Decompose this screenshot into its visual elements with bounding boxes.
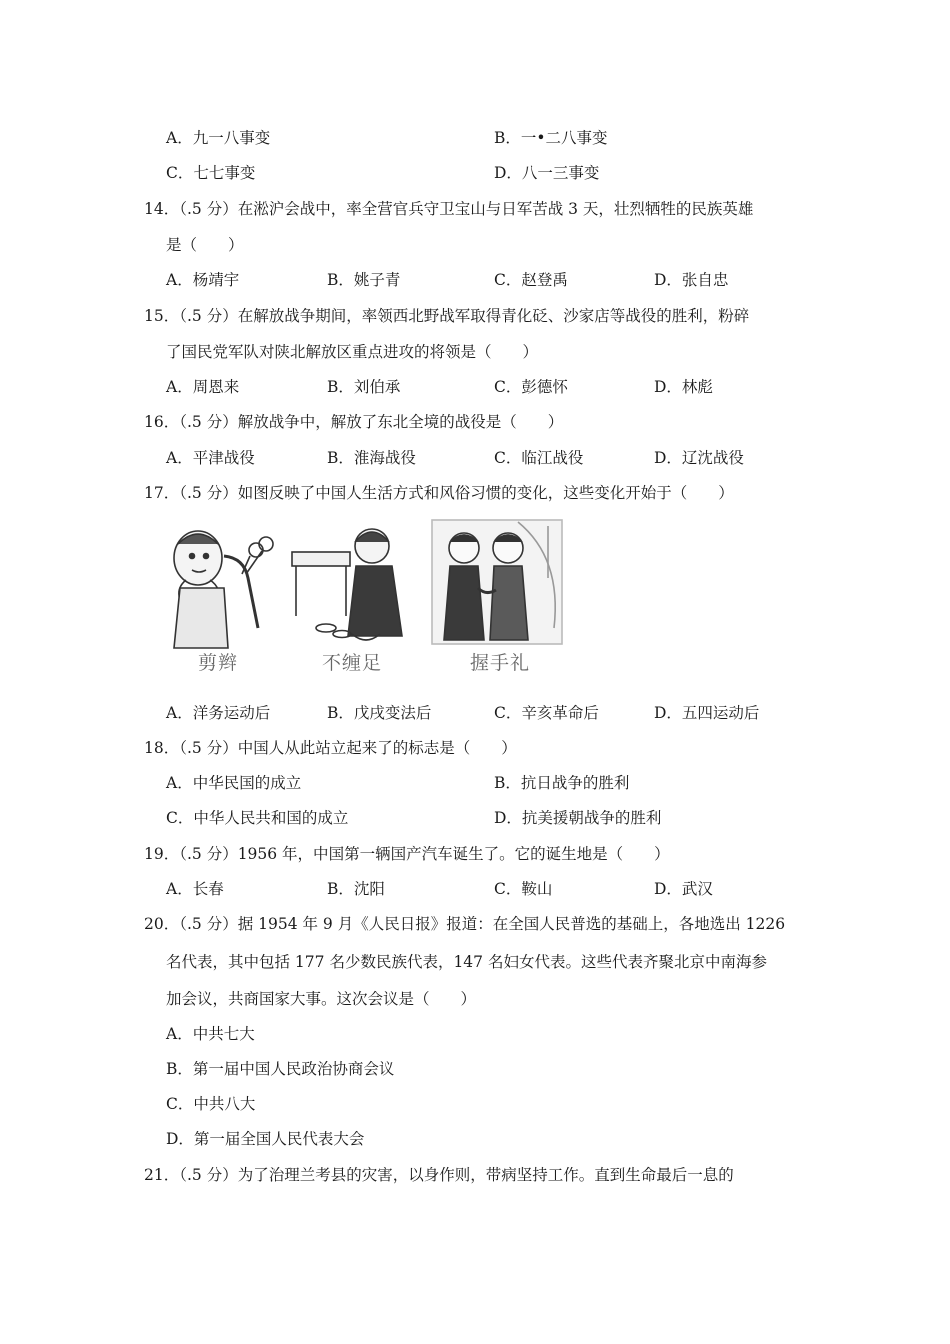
- q17-option-d: D．五四运动后: [654, 704, 760, 722]
- q17-stem-line1: 17．（.5 分）如图反映了中国人生活方式和风俗习惯的变化，这些变化开始于（ ）: [144, 484, 734, 502]
- q20-stem-line2: 名代表，其中包括 177 名少数民族代表，147 名妇女代表。这些代表齐聚北京中南海参: [166, 953, 767, 971]
- q15-option-c: C．彭德怀: [494, 378, 568, 396]
- q20-option-a: A．中共七大: [166, 1025, 255, 1043]
- q14-option-a: A．杨靖宇: [166, 271, 240, 289]
- q13-option-b: B．一•二八事变: [494, 129, 608, 147]
- q20-stem-line3: 加会议，共商国家大事。这次会议是（ ）: [166, 990, 477, 1008]
- q13-option-c: C．七七事变: [166, 164, 256, 182]
- q19-option-b: B．沈阳: [327, 880, 385, 898]
- q15-stem-line2: 了国民党军队对陕北解放区重点进攻的将领是（ ）: [166, 343, 539, 361]
- q18-stem-line1: 18．（.5 分）中国人从此站立起来了的标志是（ ）: [144, 739, 517, 757]
- q17-option-b: B．戊戌变法后: [327, 704, 432, 722]
- queue-cutting-drawing: [174, 531, 273, 648]
- q17-illustration: [166, 518, 566, 678]
- figure-label-handshake: 握手礼: [470, 652, 531, 674]
- q21-stem-line1: 21．（.5 分）为了治理兰考县的灾害，以身作则，带病坚持工作。直到生命最后一息的: [144, 1166, 734, 1184]
- figure-label-unbound-feet: 不缠足: [322, 652, 383, 674]
- q14-option-b: B．姚子青: [327, 271, 401, 289]
- q16-option-a: A．平津战役: [166, 449, 255, 467]
- q19-option-c: C．鞍山: [494, 880, 553, 898]
- q20-option-d: D．第一届全国人民代表大会: [166, 1130, 365, 1148]
- q15-option-b: B．刘伯承: [327, 378, 401, 396]
- q19-stem-line1: 19．（.5 分）1956 年，中国第一辆国产汽车诞生了。它的诞生地是（ ）: [144, 845, 670, 863]
- q17-option-c: C．辛亥革命后: [494, 704, 599, 722]
- q16-option-b: B．淮海战役: [327, 449, 416, 467]
- q18-option-c: C．中华人民共和国的成立: [166, 809, 349, 827]
- q16-option-c: C．临江战役: [494, 449, 584, 467]
- q17-option-a: A．洋务运动后: [166, 704, 271, 722]
- q15-option-a: A．周恩来: [166, 378, 240, 396]
- q13-option-a: A．九一八事变: [166, 129, 271, 147]
- q15-option-d: D．林彪: [654, 378, 713, 396]
- q20-option-c: C．中共八大: [166, 1095, 256, 1113]
- q13-option-d: D．八一三事变: [494, 164, 600, 182]
- q19-option-d: D．武汉: [654, 880, 713, 898]
- handshake-drawing: [432, 520, 562, 644]
- q20-stem-line1: 20．（.5 分）据 1954 年 9 月《人民日报》报道：在全国人民普选的基础上，各地选出 1226: [144, 915, 786, 933]
- q20-option-b: B．第一届中国人民政治协商会议: [166, 1060, 395, 1078]
- q14-stem-line2: 是（ ）: [166, 236, 244, 254]
- q16-stem-line1: 16．（.5 分）解放战争中，解放了东北全境的战役是（ ）: [144, 413, 564, 431]
- q19-option-a: A．长春: [166, 880, 224, 898]
- q16-option-d: D．辽沈战役: [654, 449, 744, 467]
- figure-label-cut-queue: 剪辫: [198, 652, 239, 674]
- q15-stem-line1: 15．（.5 分）在解放战争期间，率领西北野战军取得青化砭、沙家店等战役的胜利，粉碎: [144, 307, 750, 325]
- q18-option-b: B．抗日战争的胜利: [494, 774, 630, 792]
- q14-stem-line1: 14．（.5 分）在淞沪会战中，率全营官兵守卫宝山与日军苦战 3 天，壮烈牺牲的民族英雄: [144, 200, 754, 218]
- q18-option-d: D．抗美援朝战争的胜利: [494, 809, 662, 827]
- q14-option-c: C．赵登禹: [494, 271, 568, 289]
- q14-option-d: D．张自忠: [654, 271, 729, 289]
- q18-option-a: A．中华民国的成立: [166, 774, 302, 792]
- unbound-feet-drawing: [292, 529, 402, 640]
